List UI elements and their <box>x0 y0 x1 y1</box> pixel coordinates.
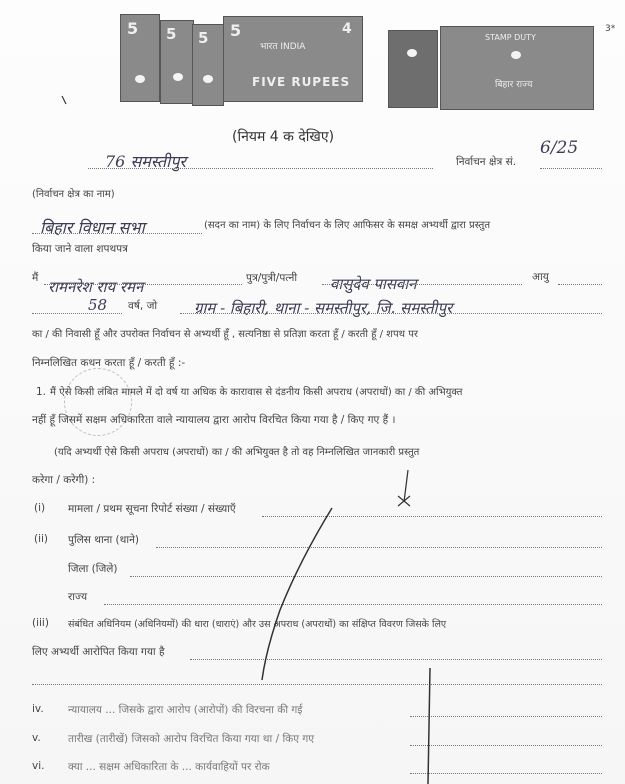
stamp-denomination-text: FIVE RUPEES <box>252 75 351 89</box>
stamp-duty-text: STAMP DUTY <box>485 33 536 42</box>
main-label: मैं <box>32 272 39 284</box>
relation-label: पुत्र/पुत्री/पत्नी <box>246 272 298 284</box>
stamp-state-text: बिहार राज्य <box>495 80 533 90</box>
house-line-2: किया जाने वाला शपथपत्र <box>32 243 128 255</box>
father-name-handwritten: वासुदेव पासवान <box>330 275 417 293</box>
clause-1-line-1: मैं ऐसे किसी लंबित मामले में दो वर्ष या अधिक के कारावास से दंडनीय किसी अपराध (अपराधों) का / की अभियुक्त <box>50 387 463 398</box>
item-iv-number: iv. <box>32 703 44 715</box>
edge-mark: 3* <box>605 24 616 34</box>
item-i-number: (i) <box>34 502 46 514</box>
item-iii-line-2: लिए अभ्यर्थी आरोपित किया गया है <box>32 646 165 658</box>
stamp-country-text: भारत INDIA <box>260 42 306 52</box>
serial-number-handwritten: 6/25 <box>540 138 579 158</box>
stamp-value: 5 <box>198 29 209 47</box>
state-label: राज्य <box>68 591 88 603</box>
clause-1-line-2: नहीं हूँ जिसमें सक्षम अधिकारिता वाले न्यायालय द्वारा आरोप विरचित किया गया है / किए गए हैं । <box>32 414 396 426</box>
item-iv-label: न्यायालय ... जिसके द्वारा आरोप (आरोपों) की विरचना की गई <box>68 704 303 716</box>
address-handwritten: ग्राम - बिहारी, थाना - समस्तीपुर, जि. समस्तीपुर <box>194 299 453 317</box>
years-label: वर्ष, जो <box>128 300 158 312</box>
constituency-number-label: निर्वाचन क्षेत्र सं. <box>456 156 517 168</box>
house-name-handwritten: बिहार विधान सभा <box>40 218 145 237</box>
item-vi-label: क्या ... सक्षम अधिकारिता के ... कार्यवाहियों पर रोक <box>68 761 270 773</box>
resident-line: का / की निवासी हूँ और उपरोक्त निर्वाचन से अभ्यर्थी हूँ , सत्यनिष्ठा से प्रतिज्ञा करता हूँ / करती हूँ / शपथ पर <box>32 329 418 340</box>
item-ii-number: (ii) <box>34 533 49 545</box>
district-label: जिला (जिले) <box>68 563 118 575</box>
age-label: आयु <box>532 271 549 283</box>
item-iii-number: (iii) <box>32 617 49 629</box>
stamp-value: 5 <box>127 19 139 38</box>
clause-2-line-2: करेगा / करेगी) : <box>32 474 96 486</box>
house-line-1: (सदन का नाम) के लिए निर्वाचन के लिए आफिसर के समक्ष अभ्यर्थी द्वारा प्रस्तुत <box>204 220 491 231</box>
item-v-number: v. <box>32 732 41 744</box>
item-ii-label: पुलिस थाना (थाने) <box>68 534 140 546</box>
stamp-value: 4 <box>342 21 352 37</box>
clause-2-line-1: (यदि अभ्यर्थी ऐसे किसी अपराध (अपराधों) का / की अभियुक्त है तो वह निम्नलिखित जानकारी प्रस्तुत <box>54 447 420 458</box>
rule-reference: (नियम 4 क देखिए) <box>232 129 335 145</box>
candidate-name-handwritten: रामनरेश राय रमन <box>48 278 144 296</box>
age-handwritten: 58 <box>88 296 108 314</box>
stamp-value: 5 <box>166 25 177 43</box>
item-v-label: तारीख (तारीखें) जिसको आरोप विरचित किया गया था / किए गए <box>68 733 315 745</box>
constituency-name-label: (निर्वाचन क्षेत्र का नाम) <box>32 189 115 200</box>
clause-1-number: 1. <box>36 386 47 398</box>
declare-line: निम्नलिखित कथन करता हूँ / करती हूँ :- <box>32 357 186 369</box>
stamp-value: 5 <box>230 21 242 40</box>
item-vi-number: vi. <box>32 760 45 772</box>
item-i-label: मामला / प्रथम सूचना रिपोर्ट संख्या / संख्याएँ <box>68 503 236 515</box>
item-iii-line-1: संबंधित अधिनियम (अधिनियमों) की धारा (धाराएं) और उस अपराध (अपराधों) का संक्षिप्त विवरण जिसके लिए <box>68 619 447 630</box>
constituency-handwritten: 76 समस्तीपुर <box>105 152 186 171</box>
